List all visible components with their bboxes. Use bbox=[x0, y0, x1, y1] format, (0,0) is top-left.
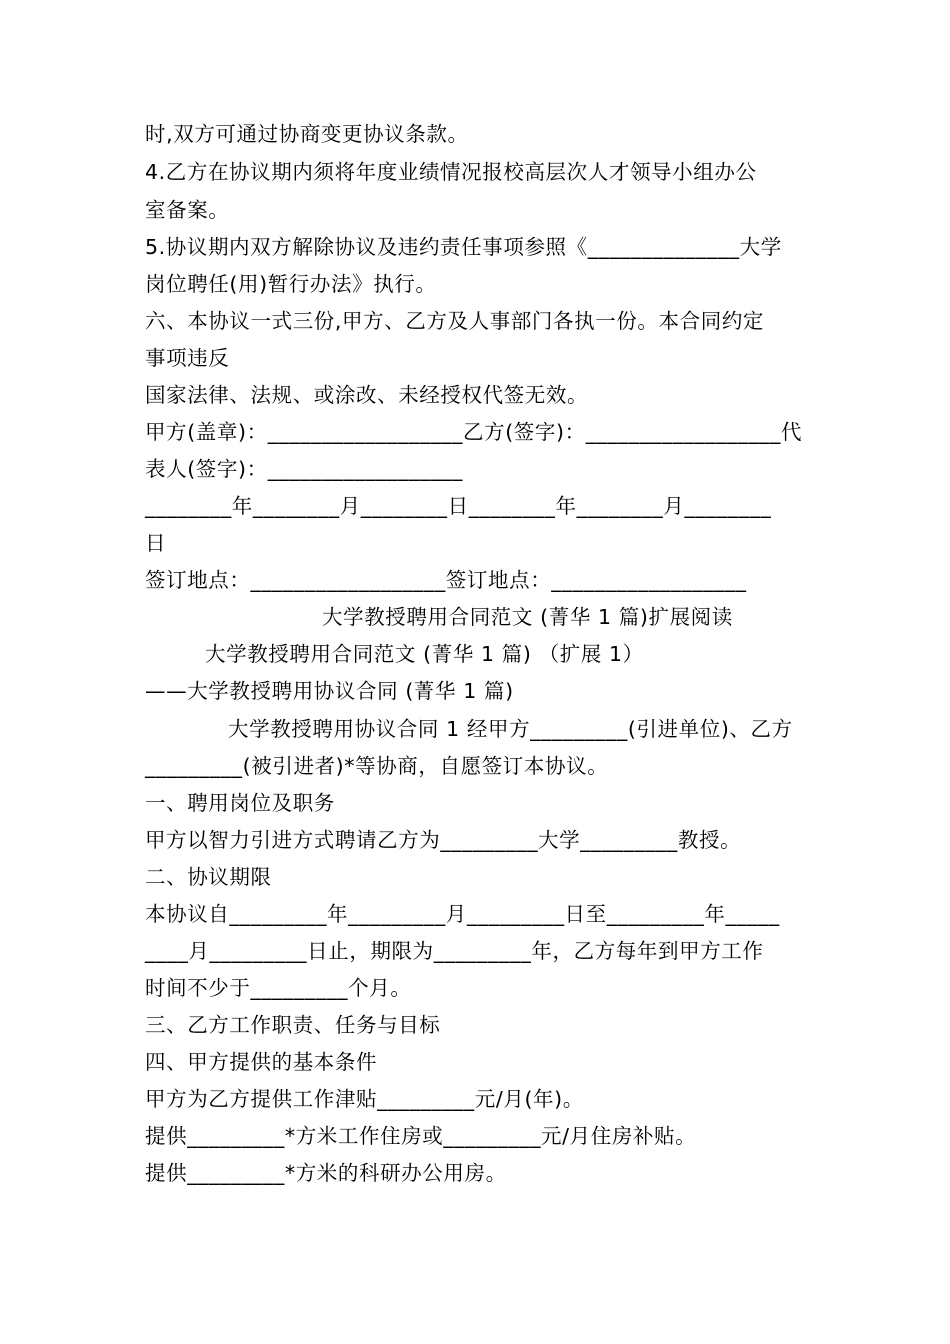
text-line: ____月_________日止，期限为_________年，乙方每年到甲方工作 bbox=[145, 939, 764, 963]
section-heading: 大学教授聘用合同范文 (菁华 1 篇)扩展阅读 bbox=[322, 605, 733, 629]
clause-heading: 三、乙方工作职责、任务与目标 bbox=[145, 1013, 441, 1037]
text-line: 大学教授聘用协议合同 1 经甲方_________(引进单位)、乙方 bbox=[228, 717, 793, 741]
text-line: 六、本协议一式三份,甲方、乙方及人事部门各执一份。本合同约定 bbox=[145, 309, 765, 333]
section-heading: 大学教授聘用合同范文 (菁华 1 篇) （扩展 1） bbox=[205, 642, 644, 666]
text-line: 室备案。 bbox=[145, 198, 230, 222]
text-line: 时间不少于_________个月。 bbox=[145, 976, 412, 1000]
text-line: 4.乙方在协议期内须将年度业绩情况报校高层次人才领导小组办公 bbox=[145, 160, 757, 184]
clause-heading: 一、聘用岗位及职务 bbox=[145, 791, 335, 815]
signature-line-representative: 表人(签字)：__________________ bbox=[145, 457, 463, 481]
text-line: _________(被引进者)*等协商，自愿签订本协议。 bbox=[145, 754, 609, 778]
signing-place-line: 签订地点：__________________签订地点：__________________ bbox=[145, 568, 747, 592]
text-line: 日 bbox=[145, 531, 167, 555]
text-line: 提供_________*方米工作住房或_________元/月住房补贴。 bbox=[145, 1124, 697, 1148]
date-line: ________年________月________日________年________月________ bbox=[145, 494, 772, 518]
text-line: 本协议自_________年_________月_________日至_________年_____ bbox=[145, 902, 780, 926]
text-line: 提供_________*方米的科研办公用房。 bbox=[145, 1161, 507, 1185]
section-heading: ——大学教授聘用协议合同 (菁华 1 篇) bbox=[145, 679, 514, 703]
clause-heading: 四、甲方提供的基本条件 bbox=[145, 1050, 378, 1074]
text-line: 甲方以智力引进方式聘请乙方为_________大学_________教授。 bbox=[145, 828, 742, 852]
signature-line-parties: 甲方(盖章)：__________________乙方(签字)：__________________代 bbox=[145, 420, 803, 444]
text-line: 国家法律、法规、或涂改、未经授权代签无效。 bbox=[145, 383, 589, 407]
clause-heading: 二、协议期限 bbox=[145, 865, 272, 889]
text-line: 甲方为乙方提供工作津贴_________元/月(年)。 bbox=[145, 1087, 584, 1111]
text-line: 事项违反 bbox=[145, 346, 230, 370]
text-line: 岗位聘任(用)暂行办法》执行。 bbox=[145, 272, 437, 296]
text-line: 时,双方可通过协商变更协议条款。 bbox=[145, 122, 469, 146]
text-line: 5.协议期内双方解除协议及违约责任事项参照《______________大学 bbox=[145, 235, 782, 259]
